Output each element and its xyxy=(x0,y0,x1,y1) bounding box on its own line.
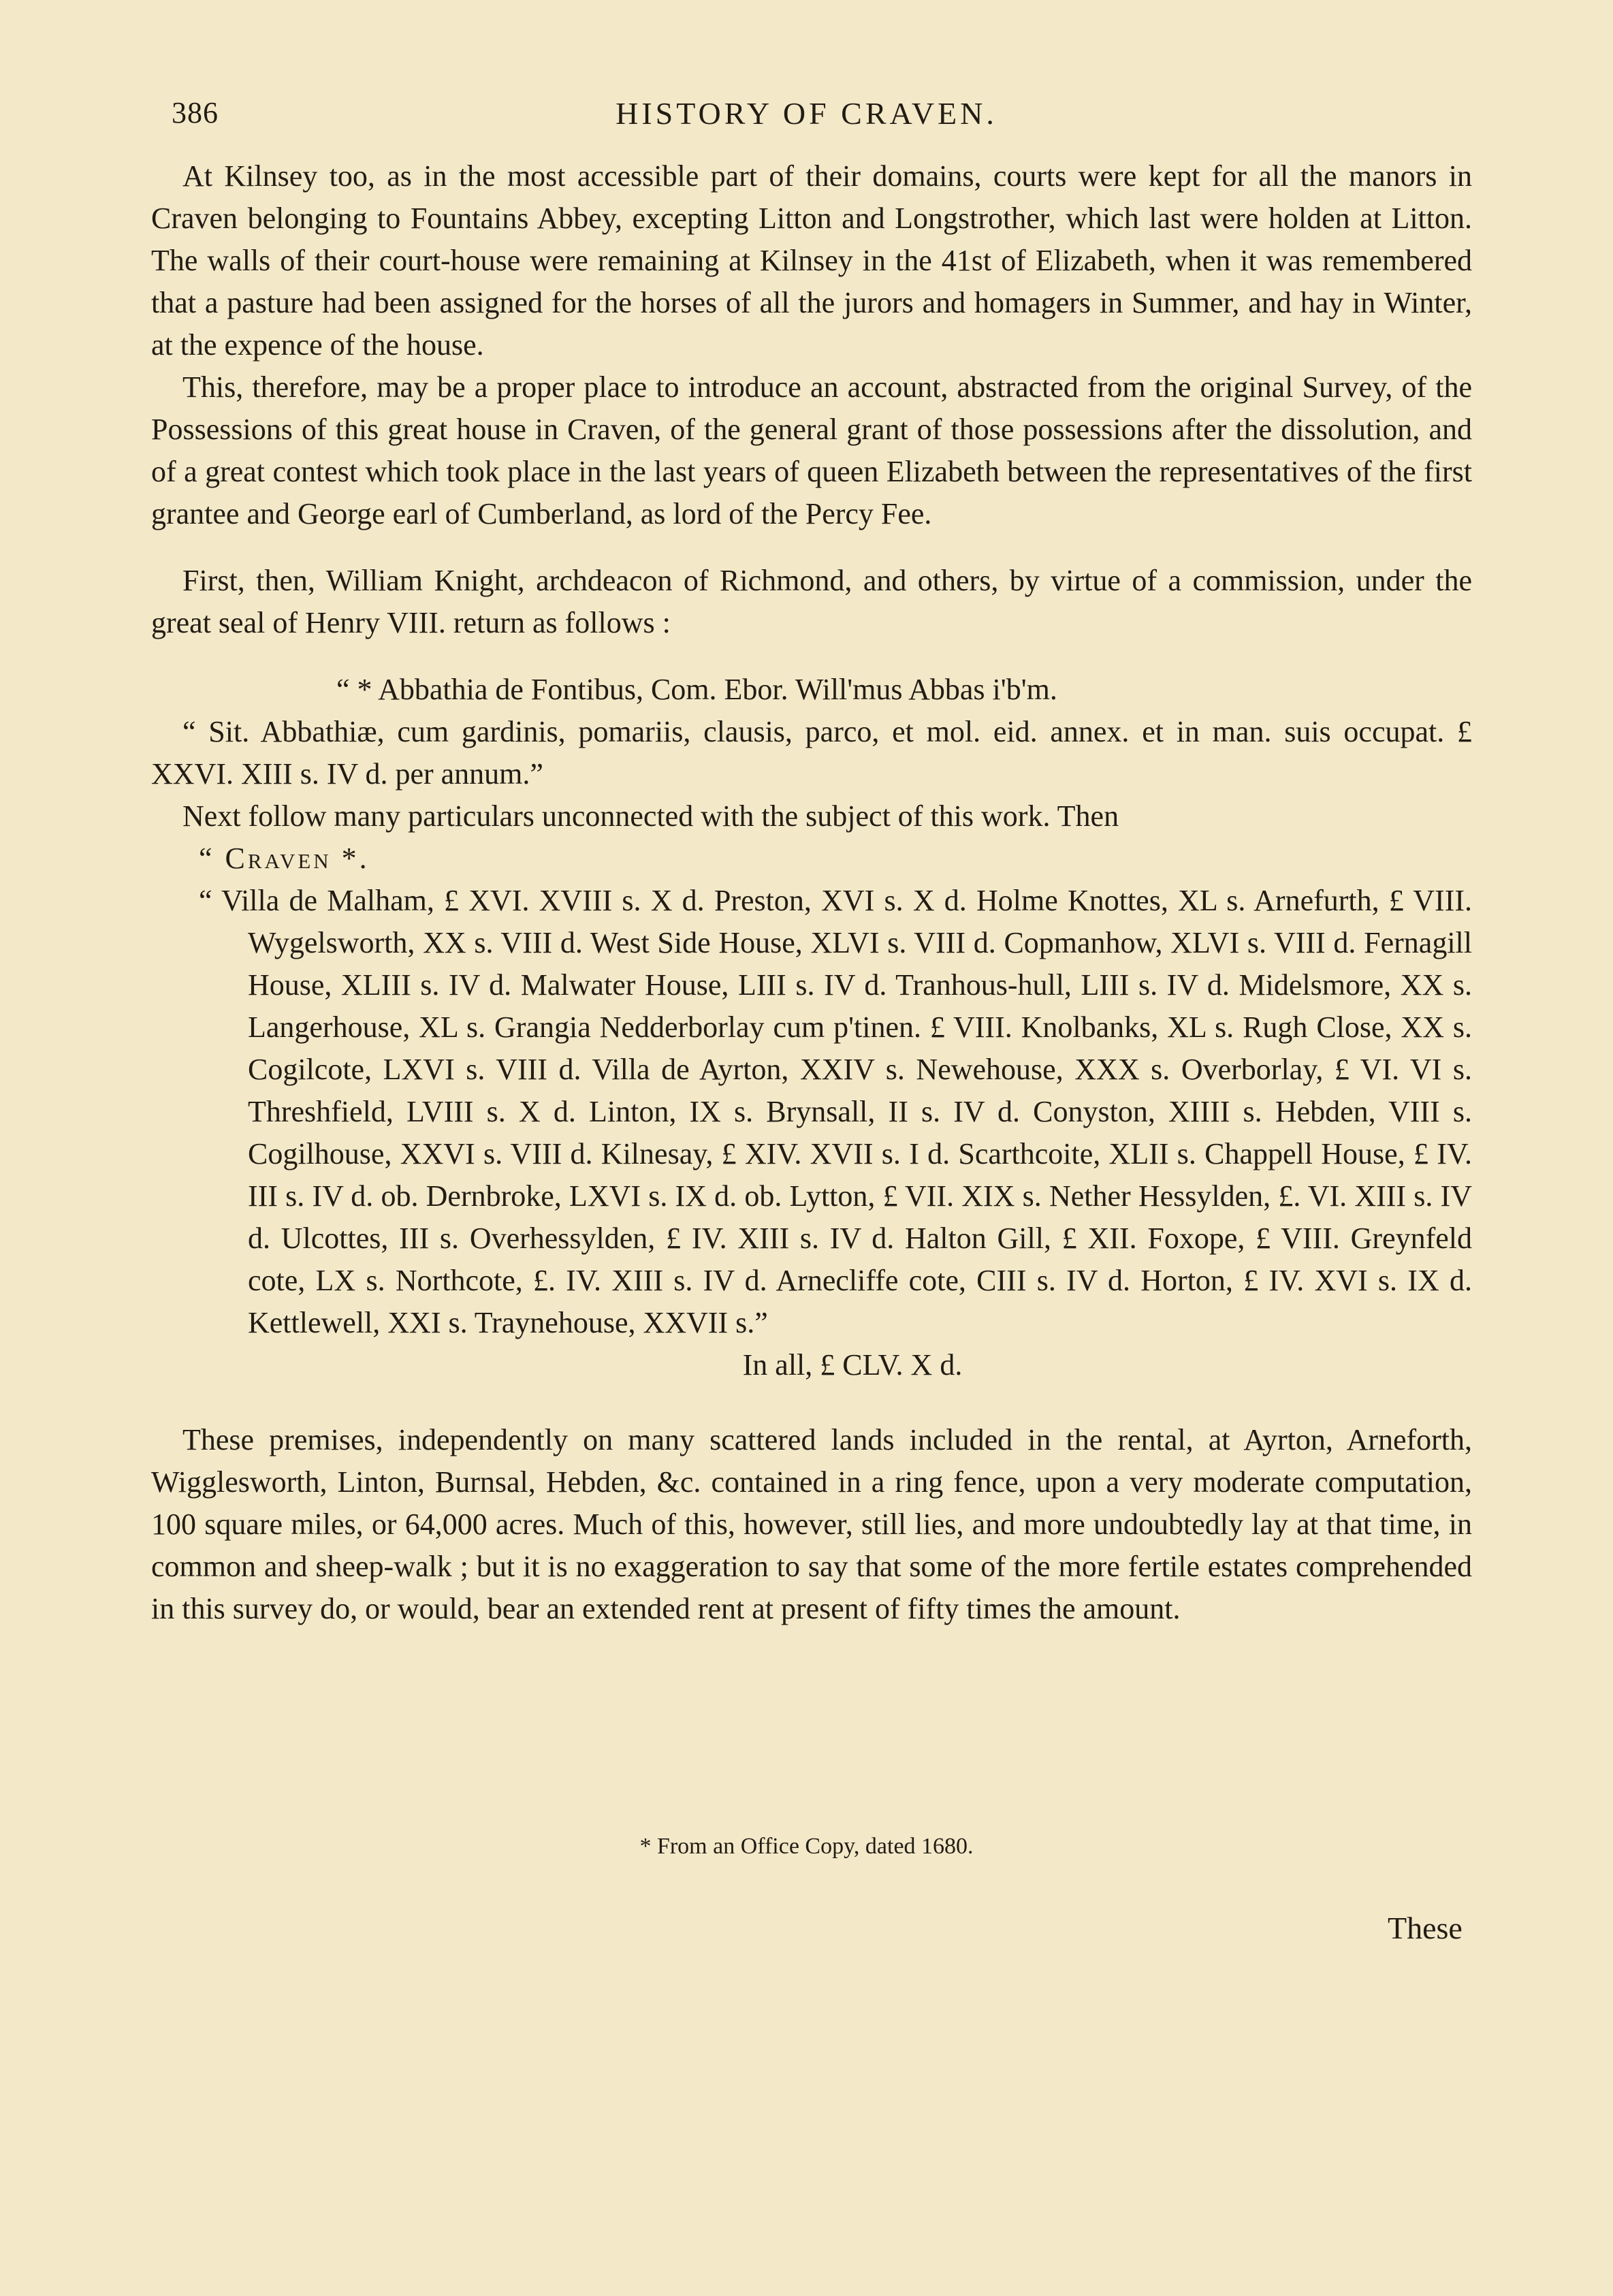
page-header xyxy=(0,95,1613,143)
page-number: 386 xyxy=(172,96,219,129)
paragraph-next-follow: Next follow many particulars unconnected with the subject of this work. Then xyxy=(182,799,1119,833)
quote-latin-site: “ Sit. Abbathiæ, cum gardinis, pomariis, clausis, parco, et mol. eid. annex. et in man. suis occupat. £ XXVI. XIII s. IV d. per annum.” xyxy=(151,715,1472,791)
paragraph-premises: These premises, independently on many scattered lands included in the rental, at Ayrton, Arneforth, Wigglesworth, Linton, Burnsal, Hebden, &c. contained in a ring fence, upon a very moderate computation, 100 square miles, or 64,000 acres. Much of this, however, still lies, and more undoubtedly lay at that time, in common and sheep-walk ; but it is no exaggeration to say that some of the more fertile estates comprehended in this survey do, or would, bear an extended rent at present of fifty times the amount. xyxy=(151,1423,1472,1625)
catchword: These xyxy=(1388,1911,1463,1945)
footnote: * From an Office Copy, dated 1680. xyxy=(639,1834,974,1859)
paragraph-survey-intro: This, therefore, may be a proper place to introduce an account, abstracted from the original Survey, of the Possessions of this great house in Craven, of the general grant of those possessions after the dissolution, and of a great contest which took place in the last years of queen Elizabeth between the representatives of the first grantee and George earl of Cumberland, as lord of the Percy Fee. xyxy=(151,370,1472,530)
quote-abbathia-heading: “ * Abbathia de Fontibus, Com. Ebor. Will'mus Abbas i'b'm. xyxy=(336,673,1057,706)
paragraph-william-knight: First, then, William Knight, archdeacon of Richmond, and others, by virtue of a commission, under the great seal of Henry VIII. return as follows : xyxy=(151,564,1472,639)
craven-survey-list: “ Villa de Malham, £ XVI. XVIII s. X d. Preston, XVI s. X d. Holme Knottes, XL s. Arnefurth, £ VIII. Wygelsworth, XX s. VIII d. West Side House, XLVI s. VIII d. Copmanhow, XLVI s. VIII d. Fernagill House, XLIII s. IV d. Malwater House, LIII s. IV d. Tranhous-hull, LIII s. IV d. Midelsmore, XX s. Langerhouse, XL s. Grangia Nedderborlay cum p'tinen. £ VIII. Knolbanks, XL s. Rugh Close, XX s. Cogilcote, LXVI s. VIII d. Villa de Ayrton, XXIV s. Newehouse, XXX s. Overborlay, £ VI. VI s. Threshfield, LVIII s. X d. Linton, IX s. Brynsall, II s. IV d. Conyston, XIIII s. Hebden, VIII s. Cogilhouse, XXVI s. VIII d. Kilnesay, £ XIV. XVII s. I d. Scarthcoite, XLII s. Chappell House, £ IV. III s. IV d. ob. Dernbroke, LXVI s. IX d. ob. Lytton, £ VII. XIX s. Nether Hessylden, £. VI. XIII s. IV d. Ulcottes, III s. Overhessylden, £ IV. XIII s. IV d. Halton Gill, £ XII. Foxope, £ VIII. Greynfeld cote, LX s. Northcote, £. IV. XIII s. IV d. Arnecliffe cote, CIII s. IV d. Horton, £ IV. XVI s. IX d. Kettlewell, XXI s. Traynehouse, XXVII s.” xyxy=(199,884,1472,1339)
running-title: HISTORY OF CRAVEN. xyxy=(616,96,997,131)
survey-total: In all, £ CLV. X d. xyxy=(742,1348,963,1382)
paragraph-kilnsey-courts: At Kilnsey too, as in the most accessible part of their domains, courts were kept for all the manors in Craven belonging to Fountains Abbey, excepting Litton and Longstrother, which last were holden at Litton. The walls of their court-house were remaining at Kilnsey in the 41st of Elizabeth, when it was remembered that a pasture had been assigned for the horses of all the jurors and homagers in Summer, and hay in Winter, at the expence of the house. xyxy=(151,159,1472,362)
craven-heading: “ Craven *. xyxy=(199,842,370,875)
page-body xyxy=(151,155,1472,1630)
